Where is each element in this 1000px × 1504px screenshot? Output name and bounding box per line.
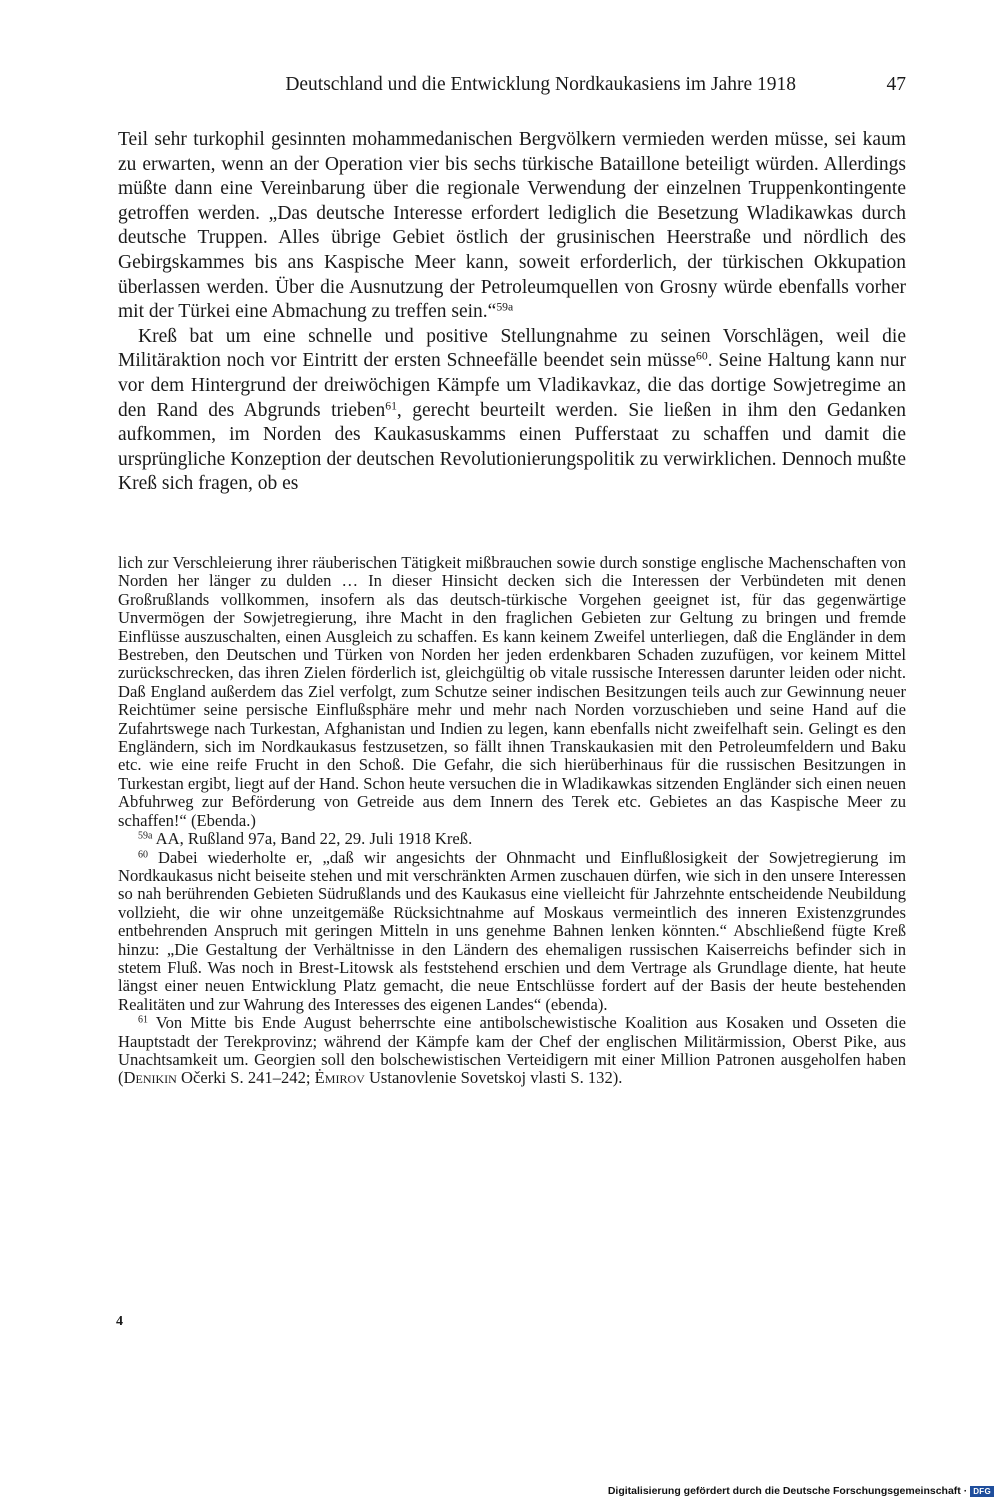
footnote-ref-61: 61	[385, 399, 397, 413]
signature-mark: 4	[116, 1314, 123, 1329]
paragraph-2	[118, 325, 906, 497]
running-title: Deutschland und die Entwicklung Nordkaukasiens im Jahre 1918	[285, 74, 796, 95]
paragraph-1	[118, 128, 906, 325]
digitization-notice	[608, 1484, 994, 1498]
dfg-logo: DFG	[970, 1486, 994, 1497]
paragraph-2-text-c: , gerecht beurteilt werden. Sie ließen in ihm den Gedanken aufkommen, im Norden des Kaukasuskamms einen Pufferstaat zu schaffen und damit die ursprüngliche Konzeption der deutschen Revolutionierungspolitik zu verwirklichen. Dennoch mußte Kreß sich fragen, ob es	[118, 399, 906, 495]
footnote-ref-60: 60	[695, 349, 708, 363]
paragraph-2-text-a: Kreß bat um eine schnelle und positive Stellungnahme zu seinen Vorschlägen, weil die Militäraktion noch vor Eintritt der ersten Schneefälle beendet sein müsse	[118, 325, 906, 372]
footnote-61	[118, 1014, 906, 1088]
main-text	[118, 128, 906, 497]
footnote-text: Dabei wiederholte er, „daß wir angesichts der Ohnmacht und Einflußlosigkeit der Sowjetregierung im Nordkaukasus nicht beiseite stehen und mit verschränkten Armen zuschauen dürfen, wie sich in den unsere Interessen so nah berührenden Gebieten Südrußlands und des Kaukasus eine vielleicht für Jahrzehnte entscheidende Neubildung vollzieht, die wir ohne unzeitgemäße Rücksichtnahme auf Moskaus vermeintlich des inneren Existenzgrundes entbehrenden Anspruch mit geringen Mitteln in uns genehme Bahnen lenken könnten.“ Abschließend fügte Kreß hinzu: „Die Gestaltung der Verhältnisse in den Ländern des ehemaligen russischen Kaiserreichs befinder sich in stetem Fluß. Was noch in Brest-Litowsk als feststehend erschien und dem Vertrage als Grundlage diente, hat heute längst einer neuen Entwicklung Platz gemacht, die neue Entschlüsse fordert auf der Basis der heute bestehenden Realitäten und zur Wahrung des Interesses des eigenen Landes“ (ebenda).	[118, 847, 906, 1014]
footnote-text: Očerki S. 241–242;	[176, 1068, 315, 1088]
author-name: Ėmirov	[314, 1068, 365, 1088]
footnote-ref-59a: 59a	[496, 300, 514, 314]
paragraph-2-text-b: . Seine Haltung kann nur vor dem Hintergrund der dreiwöchigen Kämpfe um Vladikavkaz, die das dortige Sowjetregime an den Rand des Abgrunds trieben	[118, 350, 907, 421]
footnote-number: 61	[138, 1014, 148, 1026]
footnote-59a	[118, 830, 906, 848]
footnote-number: 59a	[138, 830, 153, 842]
footnote-60	[118, 849, 906, 1015]
page-number: 47	[886, 74, 906, 95]
dfg-notice-text: Digitalisierung gefördert durch die Deutsche Forschungsgemeinschaft ·	[607, 1485, 968, 1497]
footnote-text: Ustanovlenie Sovetskoj vlasti S. 132).	[364, 1068, 623, 1088]
paragraph-1-text: Teil sehr turkophil gesinnten mohammedanischen Bergvölkern vermieden werden müsse, sei kaum zu erwarten, wenn an der Operation vier bis sechs türkische Bataillone beteiligt würden. Allerdings müßte dann eine Vereinbarung über die regionale Verwendung der einzelnen Truppenkontingente getroffen werden. „Das deutsche Interesse erfordert lediglich die Besetzung Wladikawkas durch deutsche Truppen. Alles übrige Gebiet östlich der grusinischen Heerstraße und nördlich des Gebirgskammes bis ans Kaspische Meer kann, soweit erforderlich, der türkischen Okkupation überlassen werden. Über die Ausnutzung der Petroleumquellen von Grosny würde ebenfalls vorher mit der Türkei eine Abmachung zu treffen sein.“	[118, 129, 906, 323]
footnote-text: Von Mitte bis Ende August beherrschte eine antibolschewistische Koalition aus Kosaken und Osseten die Hauptstadt der Terekprovinz; während der Kämpfe kam der Chef der englischen Militärmission, Oberst Pike, aus Unachtsamkeit um. Georgien soll den bolschewistischen Verteidigern mit einer Million Patronen ausgeholfen haben (	[118, 1013, 906, 1088]
footnote-continuation: lich zur Verschleierung ihrer räuberischen Tätigkeit mißbrauchen sowie durch sonstige englische Machenschaften von Norden her länger zu dulden … In dieser Hinsicht decken sich die Interessen der Verbündeten mit denen Großrußlands vollkommen, insofern als das deutsch-türkische Vorgehen geeignet ist, für das gegenwärtige Unvermögen der Sowjetregierung, ihre Macht in den fraglichen Gebieten zur Geltung zu bringen und fremde Einflüsse auszuschalten, einen Ausgleich zu schaffen. Es kann keinem Zweifel unterliegen, daß die Engländer in dem Bestreben, den Deutschen und Türken von Norden her jeden erdenkbaren Schaden zuzufügen, vor keinem Mittel zurückschrecken, das ihren Zielen förderlich ist, gleichgültig ob vitale russische Interessen darunter leiden oder nicht. Daß England außerdem das Ziel verfolgt, zum Schutze seiner indischen Besitzungen teils auch zur Gewinnung neuer Reichtümer seine persische Einflußsphäre mehr und mehr nach Norden vorzuschieben und seine Hand auf die Zufahrtswege nach Turkestan, Afghanistan und Indien zu legen, kann ebenfalls nicht zweifelhaft sein. Gelingt es den Engländern, sich im Nordkaukasus festzusetzen, so fällt ihnen Transkaukasien mit den Petroleumfeldern und Baku etc. wie eine reife Frucht in den Schoß. Die Gefahr, die sich hierüberhinaus für die russischen Besitzungen in Turkestan ergibt, liegt auf der Hand. Schon heute versuchen die in Wladikawkas sitzenden Engländer sich einen neuen Abfuhrweg zur Beförderung von Getreide aus dem Innern des Terek etc. Gebietes an das Kaspische Meer zu schaffen!“ (Ebenda.)	[118, 553, 906, 830]
footnote-number: 60	[138, 849, 148, 861]
author-name: Denikin	[123, 1068, 177, 1088]
footnote-text: AA, Rußland 97a, Band 22, 29. Juli 1918 Kreß.	[152, 829, 473, 849]
running-header	[118, 70, 906, 100]
footnotes	[118, 554, 906, 1088]
